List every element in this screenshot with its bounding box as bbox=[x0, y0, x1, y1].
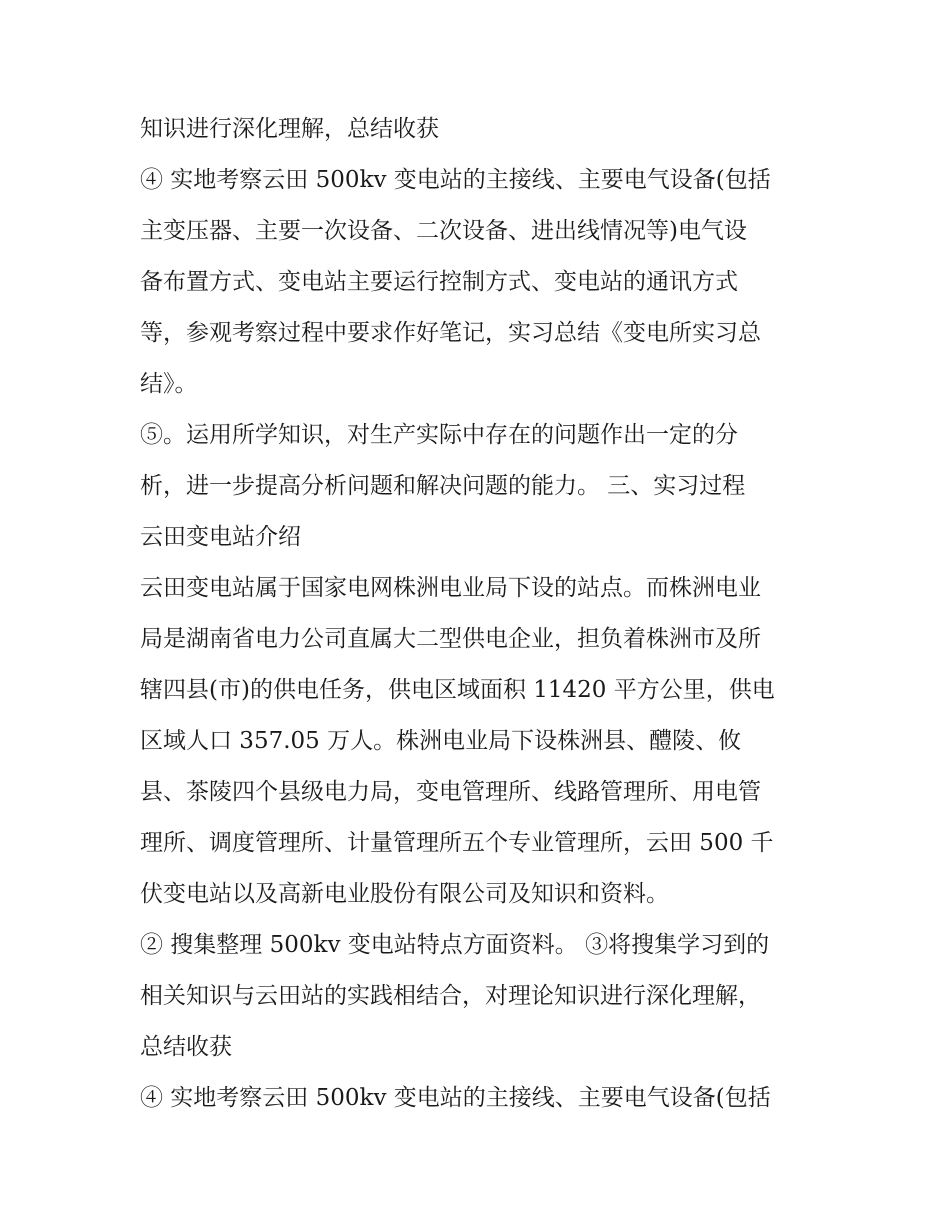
text-line: 相关知识与云田站的实践相结合，对理论知识进行深化理解， bbox=[140, 983, 761, 1009]
text-line: 析，进一步提高分析问题和解决问题的能力。 三、实习过程 bbox=[140, 473, 746, 499]
text-line: 理所、调度管理所、计量管理所五个专业管理所，云田 500 千 bbox=[140, 830, 774, 856]
text-line: ⑤。运用所学知识，对生产实际中存在的问题作出一定的分 bbox=[140, 422, 738, 448]
text-line: 伏变电站以及高新电业股份有限公司及知识和资料。 bbox=[140, 881, 669, 907]
text-line: ④ 实地考察云田 500kv 变电站的主接线、主要电气设备(包括 bbox=[140, 1085, 771, 1111]
text-line: 县、茶陵四个县级电力局，变电管理所、线路管理所、用电管 bbox=[140, 779, 761, 805]
text-line: 区域人口 357.05 万人。株洲电业局下设株洲县、醴陵、攸 bbox=[140, 728, 742, 754]
text-line: 云田变电站属于国家电网株洲电业局下设的站点。而株洲电业 bbox=[140, 575, 761, 601]
text-line: 局是湖南省电力公司直属大二型供电企业，担负着株洲市及所 bbox=[140, 626, 761, 652]
text-line: 总结收获 bbox=[140, 1034, 232, 1060]
text-line: ② 搜集整理 500kv 变电站特点方面资料。 ③将搜集学习到的 bbox=[140, 932, 770, 958]
text-line: 等，参观考察过程中要求作好笔记，实习总结《变电所实习总 bbox=[140, 320, 761, 346]
text-line: 结》。 bbox=[140, 371, 198, 397]
text-line: 主变压器、主要一次设备、二次设备、进出线情况等)电气设 bbox=[140, 218, 747, 244]
text-line: 备布置方式、变电站主要运行控制方式、变电站的通讯方式 bbox=[140, 269, 738, 295]
text-line: 知识进行深化理解，总结收获 bbox=[140, 116, 439, 142]
text-line: ④ 实地考察云田 500kv 变电站的主接线、主要电气设备(包括 bbox=[140, 167, 771, 193]
section-title: 云田变电站介绍 bbox=[140, 524, 301, 550]
text-line: 辖四县(市)的供电任务，供电区域面积 11420 平方公里，供电 bbox=[140, 677, 775, 703]
body-text bbox=[140, 104, 820, 1124]
